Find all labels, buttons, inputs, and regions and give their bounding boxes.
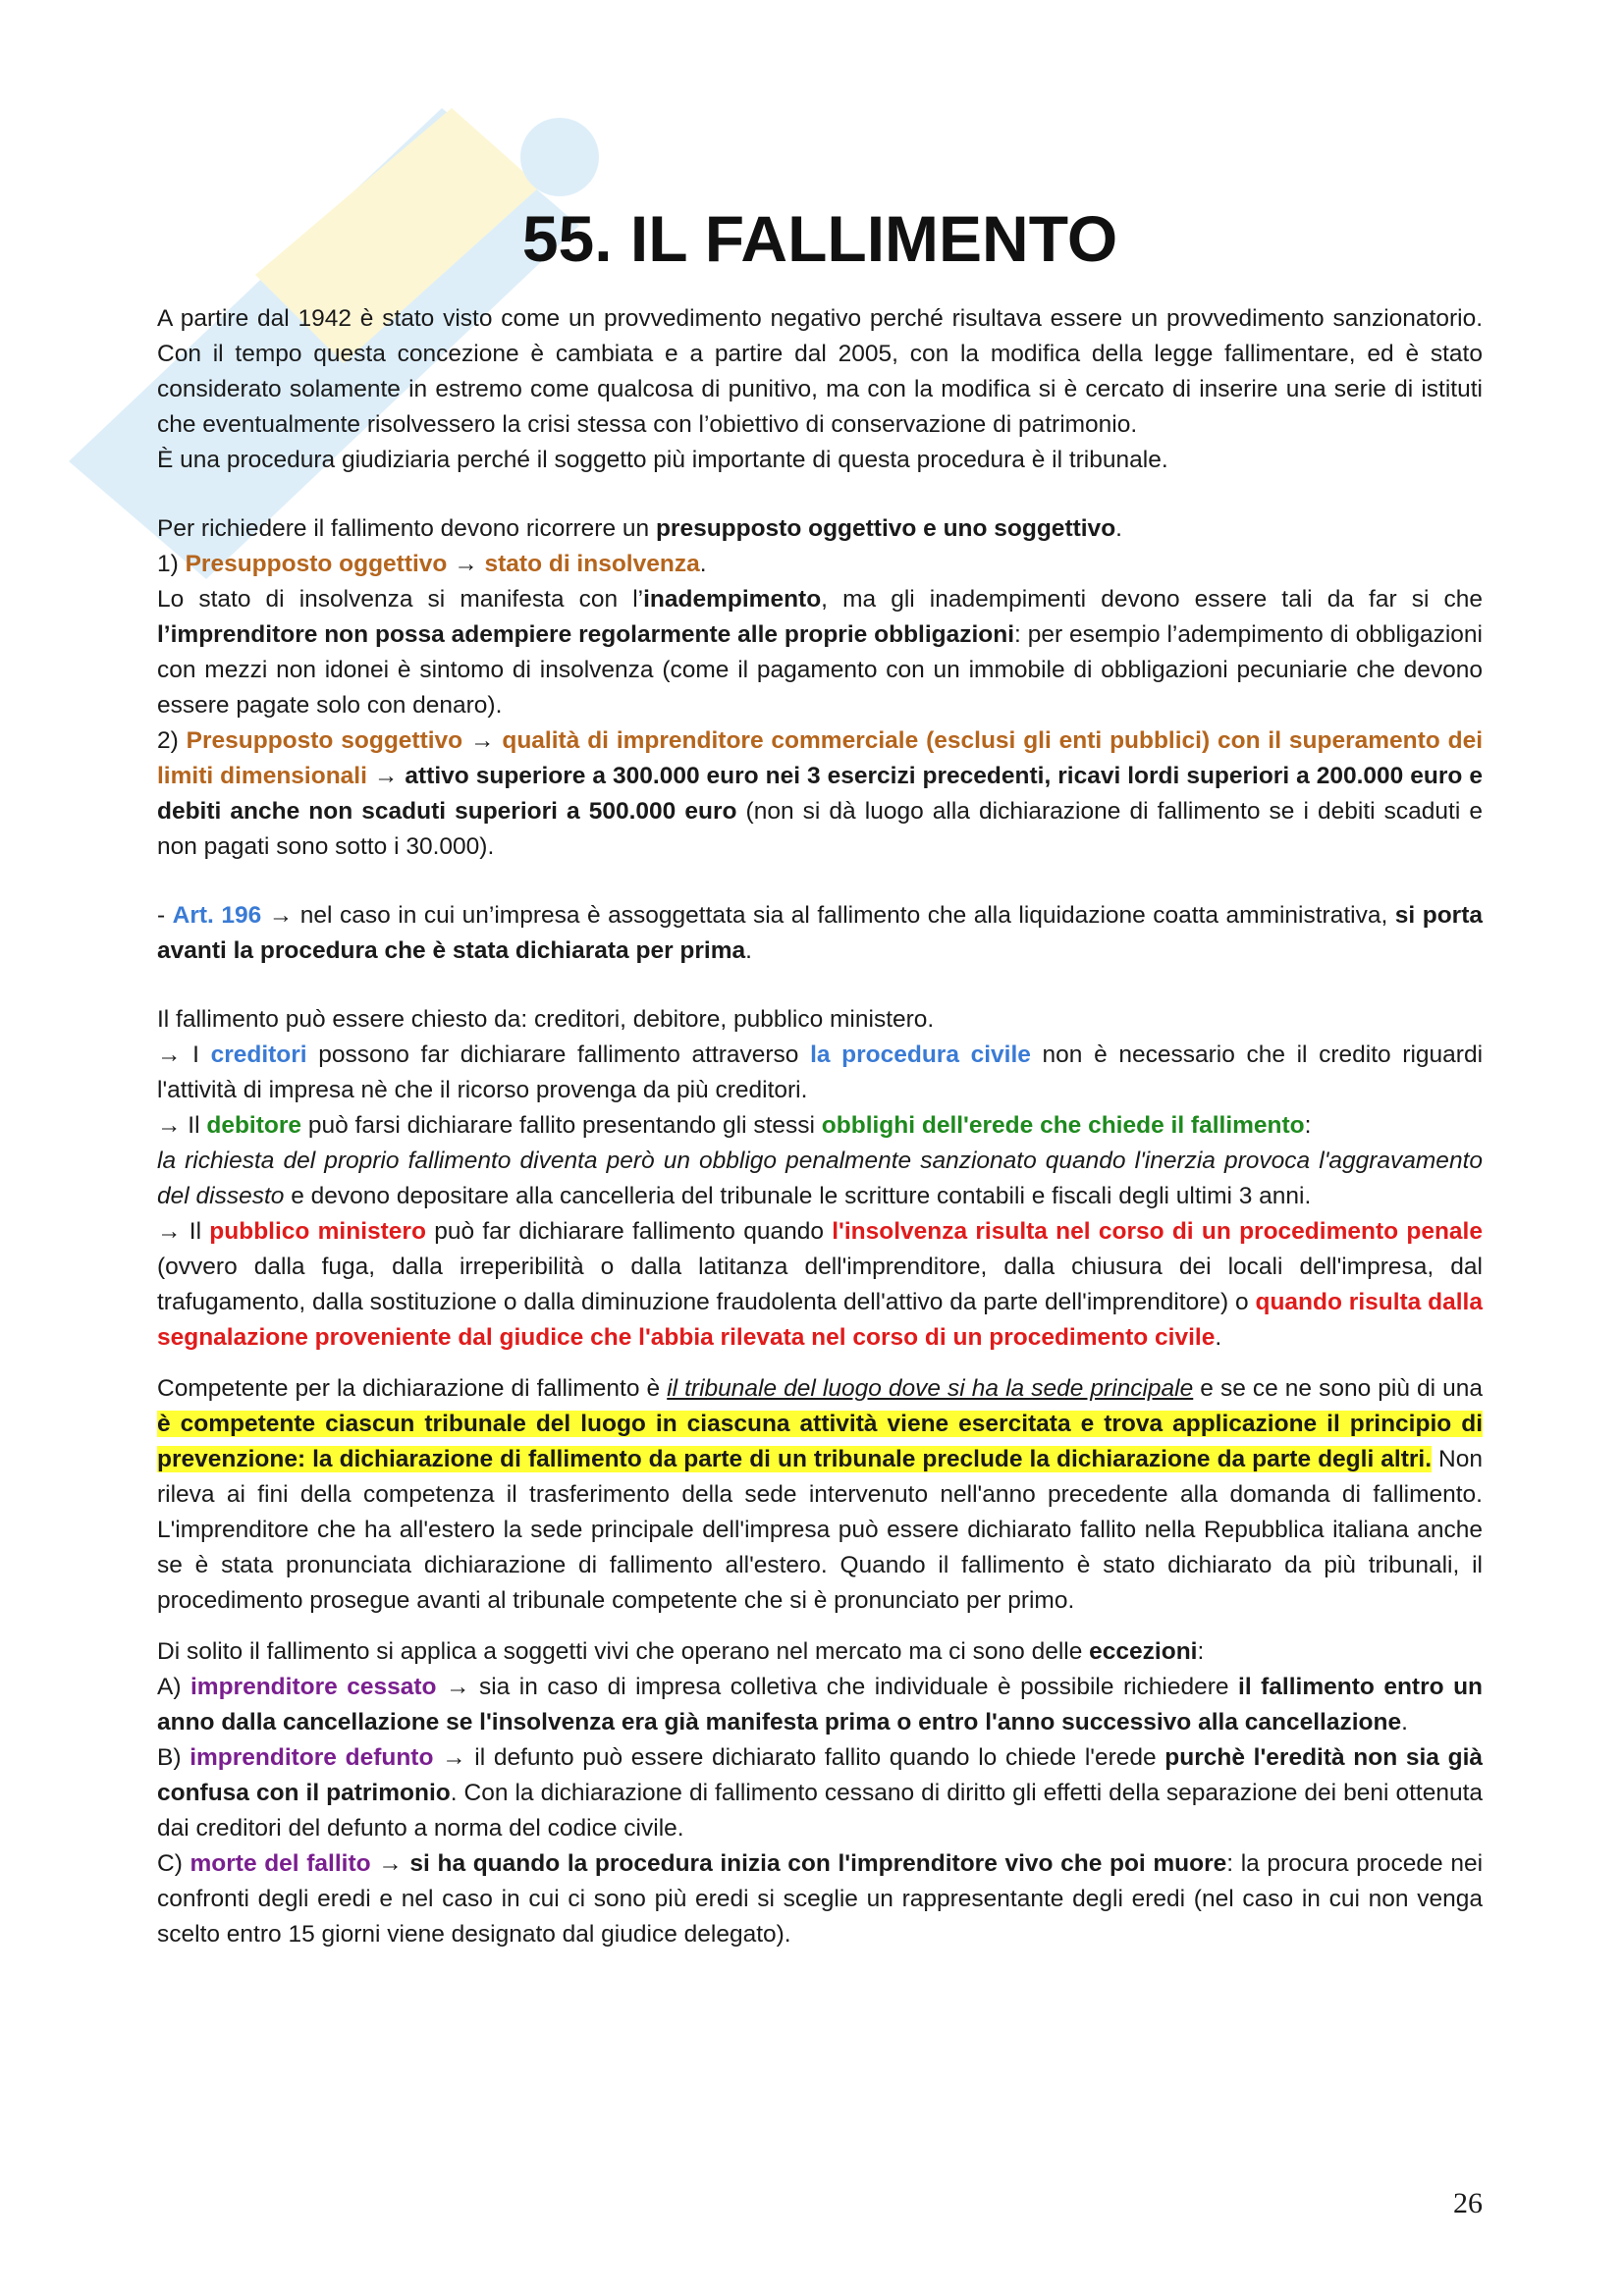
insolvenza-paragraph: Lo stato di insolvenza si manifesta con l’inadempimento, ma gli inadempimenti devono essere tali da far si che l’imprenditore non possa adempiere regolarmente alle proprie obbligazioni: per esempio l’adempimento di obbligazioni con mezzi non idonei è sintomo di insolvenza (come il pagamento con un immobile di obbligazioni pecuniarie che devono essere pagate solo con denaro). bbox=[157, 586, 1484, 719]
eccezione-a: A) imprenditore cessato → sia in caso di impresa colletiva che individuale è possibile richiedere il fallimento entro un anno dalla cancellazione se l'insolvenza era già manifesta prima o entro l'anno successivo alla cancellazione. bbox=[157, 1674, 1483, 1735]
presupposti-lead: Per richiedere il fallimento devono ricorrere un presupposto oggettivo e uno soggettivo. bbox=[157, 515, 1122, 542]
document-page bbox=[157, 201, 1483, 1952]
page-title: 55. IL FALLIMENTO bbox=[521, 202, 1118, 275]
presupposto-soggettivo: 2) Presupposto soggettivo → qualità di imprenditore commerciale (esclusi gli enti pubblici) con il superamento dei limiti dimensionali → attivo superiore a 300.000 euro nei 3 esercizi precedenti, ricavi lordi superiori a 200.000 euro e debiti anche non scaduti superiori a 500.000 euro (non si dà luogo alla dichiarazione di fallimento se i debiti scaduti e non pagati sono sotto i 30.000). bbox=[157, 727, 1484, 860]
arrow-right-icon: → bbox=[373, 763, 399, 789]
intro-paragraph-1: A partire dal 1942 è stato visto come un provvedimento negativo perché risultava essere un provvedimento sanzionatorio. Con il tempo questa concezione è cambiata e a partire dal 2005, con la modifica della legge fallimentare, ed è stato considerato solamente in estremo come qualcosa di punitivo, ma con la modifica si è cercato di inserire una serie di istituti che eventualmente risolvessero la crisi stessa con l’obiettivo di conservazione di patrimonio. bbox=[157, 305, 1483, 438]
arrow-right-icon: → bbox=[378, 1850, 403, 1877]
arrow-right-icon: → bbox=[470, 727, 495, 754]
richiedenti-lead: Il fallimento può essere chiesto da: creditori, debitore, pubblico ministero. bbox=[157, 1006, 935, 1033]
eccezioni-lead: Di solito il fallimento si applica a soggetti vivi che operano nel mercato ma ci sono delle eccezioni: bbox=[157, 1638, 1205, 1665]
arrow-right-icon: → bbox=[442, 1744, 466, 1771]
arrow-right-icon: → bbox=[454, 551, 478, 577]
creditori-paragraph: → I creditori possono far dichiarare fallimento attraverso la procedura civile non è necessario che il credito riguardi l'attività di impresa nè che il ricorso provenga da più creditori. bbox=[157, 1041, 1484, 1103]
page-number: 26 bbox=[1453, 2187, 1483, 2219]
arrow-right-icon: → bbox=[268, 902, 294, 929]
debitore-paragraph: → Il debitore può farsi dichiarare fallito presentando gli stessi obblighi dell'erede che chiede il fallimento: la richiesta del proprio fallimento diventa però un obbligo penalmente sanzionato quando l'inerzia provoca l'aggravamento del dissesto e devono depositare alla cancelleria del tribunale le scritture contabili e fiscali degli ultimi 3 anni. bbox=[157, 1112, 1483, 1209]
art-196-paragraph: - Art. 196 → nel caso in cui un’impresa è assoggettata sia al fallimento che alla liquidazione coatta amministrativa, si porta avanti la procedura che è stata dichiarata per prima. bbox=[157, 902, 1483, 964]
arrow-right-icon: → bbox=[157, 1218, 182, 1245]
arrow-right-icon: → bbox=[445, 1674, 470, 1700]
arrow-right-icon: → bbox=[157, 1112, 182, 1139]
competenza-paragraph: Competente per la dichiarazione di fallimento è il tribunale del luogo dove si ha la sede principale e se ce ne sono più di una è competente ciascun tribunale del luogo in ciascuna attività viene esercitata e trova applicazione il principio di prevenzione: la dichiarazione di fallimento da parte di un tribunale preclude la dichiarazione da parte degli altri. Non rileva ai fini della competenza il trasferimento della sede intervenuto nell'anno precedente alla domanda di fallimento. L'imprenditore che ha all'estero la sede principale dell'impresa può essere dichiarato fallito nella Repubblica italiana anche se è stata pronunciata dichiarazione di fallimento all'estero. Quando il fallimento è stato dichiarato da più tribunali, il procedimento prosegue avanti al tribunale competente che si è pronunciato per primo. bbox=[157, 1375, 1484, 1614]
arrow-right-icon: → bbox=[157, 1041, 182, 1068]
intro-paragraph-2: È una procedura giudiziaria perché il soggetto più importante di questa procedura è il tribunale. bbox=[157, 447, 1168, 473]
presupposto-oggettivo: 1) Presupposto oggettivo → stato di insolvenza. bbox=[157, 551, 707, 577]
eccezione-b: B) imprenditore defunto → il defunto può essere dichiarato fallito quando lo chiede l'erede purchè l'eredità non sia già confusa con il patrimonio. Con la dichiarazione di fallimento cessano di diritto gli effetti della separazione dei beni ottenuta dai creditori del defunto a norma del codice civile. bbox=[157, 1744, 1484, 1842]
eccezione-c: C) morte del fallito → si ha quando la procedura inizia con l'imprenditore vivo che poi muore: la procura procede nei confronti degli eredi e nel caso in cui ci sono più eredi si sceglie un rappresentante degli eredi (nel caso in cui non venga scelto entro 15 giorni viene designato dal giudice delegato). bbox=[157, 1850, 1484, 1948]
pubblico-ministero-paragraph: → Il pubblico ministero può far dichiarare fallimento quando l'insolvenza risulta nel corso di un procedimento penale (ovvero dalla fuga, dalla irreperibilità o dalla latitanza dell'imprenditore, dalla chiusura dei locali dell'impresa, dal trafugamento, dalla sostituzione o dalla diminuzione fraudolenta dell'attivo da parte dell'imprenditore) o quando risulta dalla segnalazione proveniente dal giudice che l'abbia rilevata nel corso di un procedimento civile. bbox=[157, 1218, 1483, 1351]
